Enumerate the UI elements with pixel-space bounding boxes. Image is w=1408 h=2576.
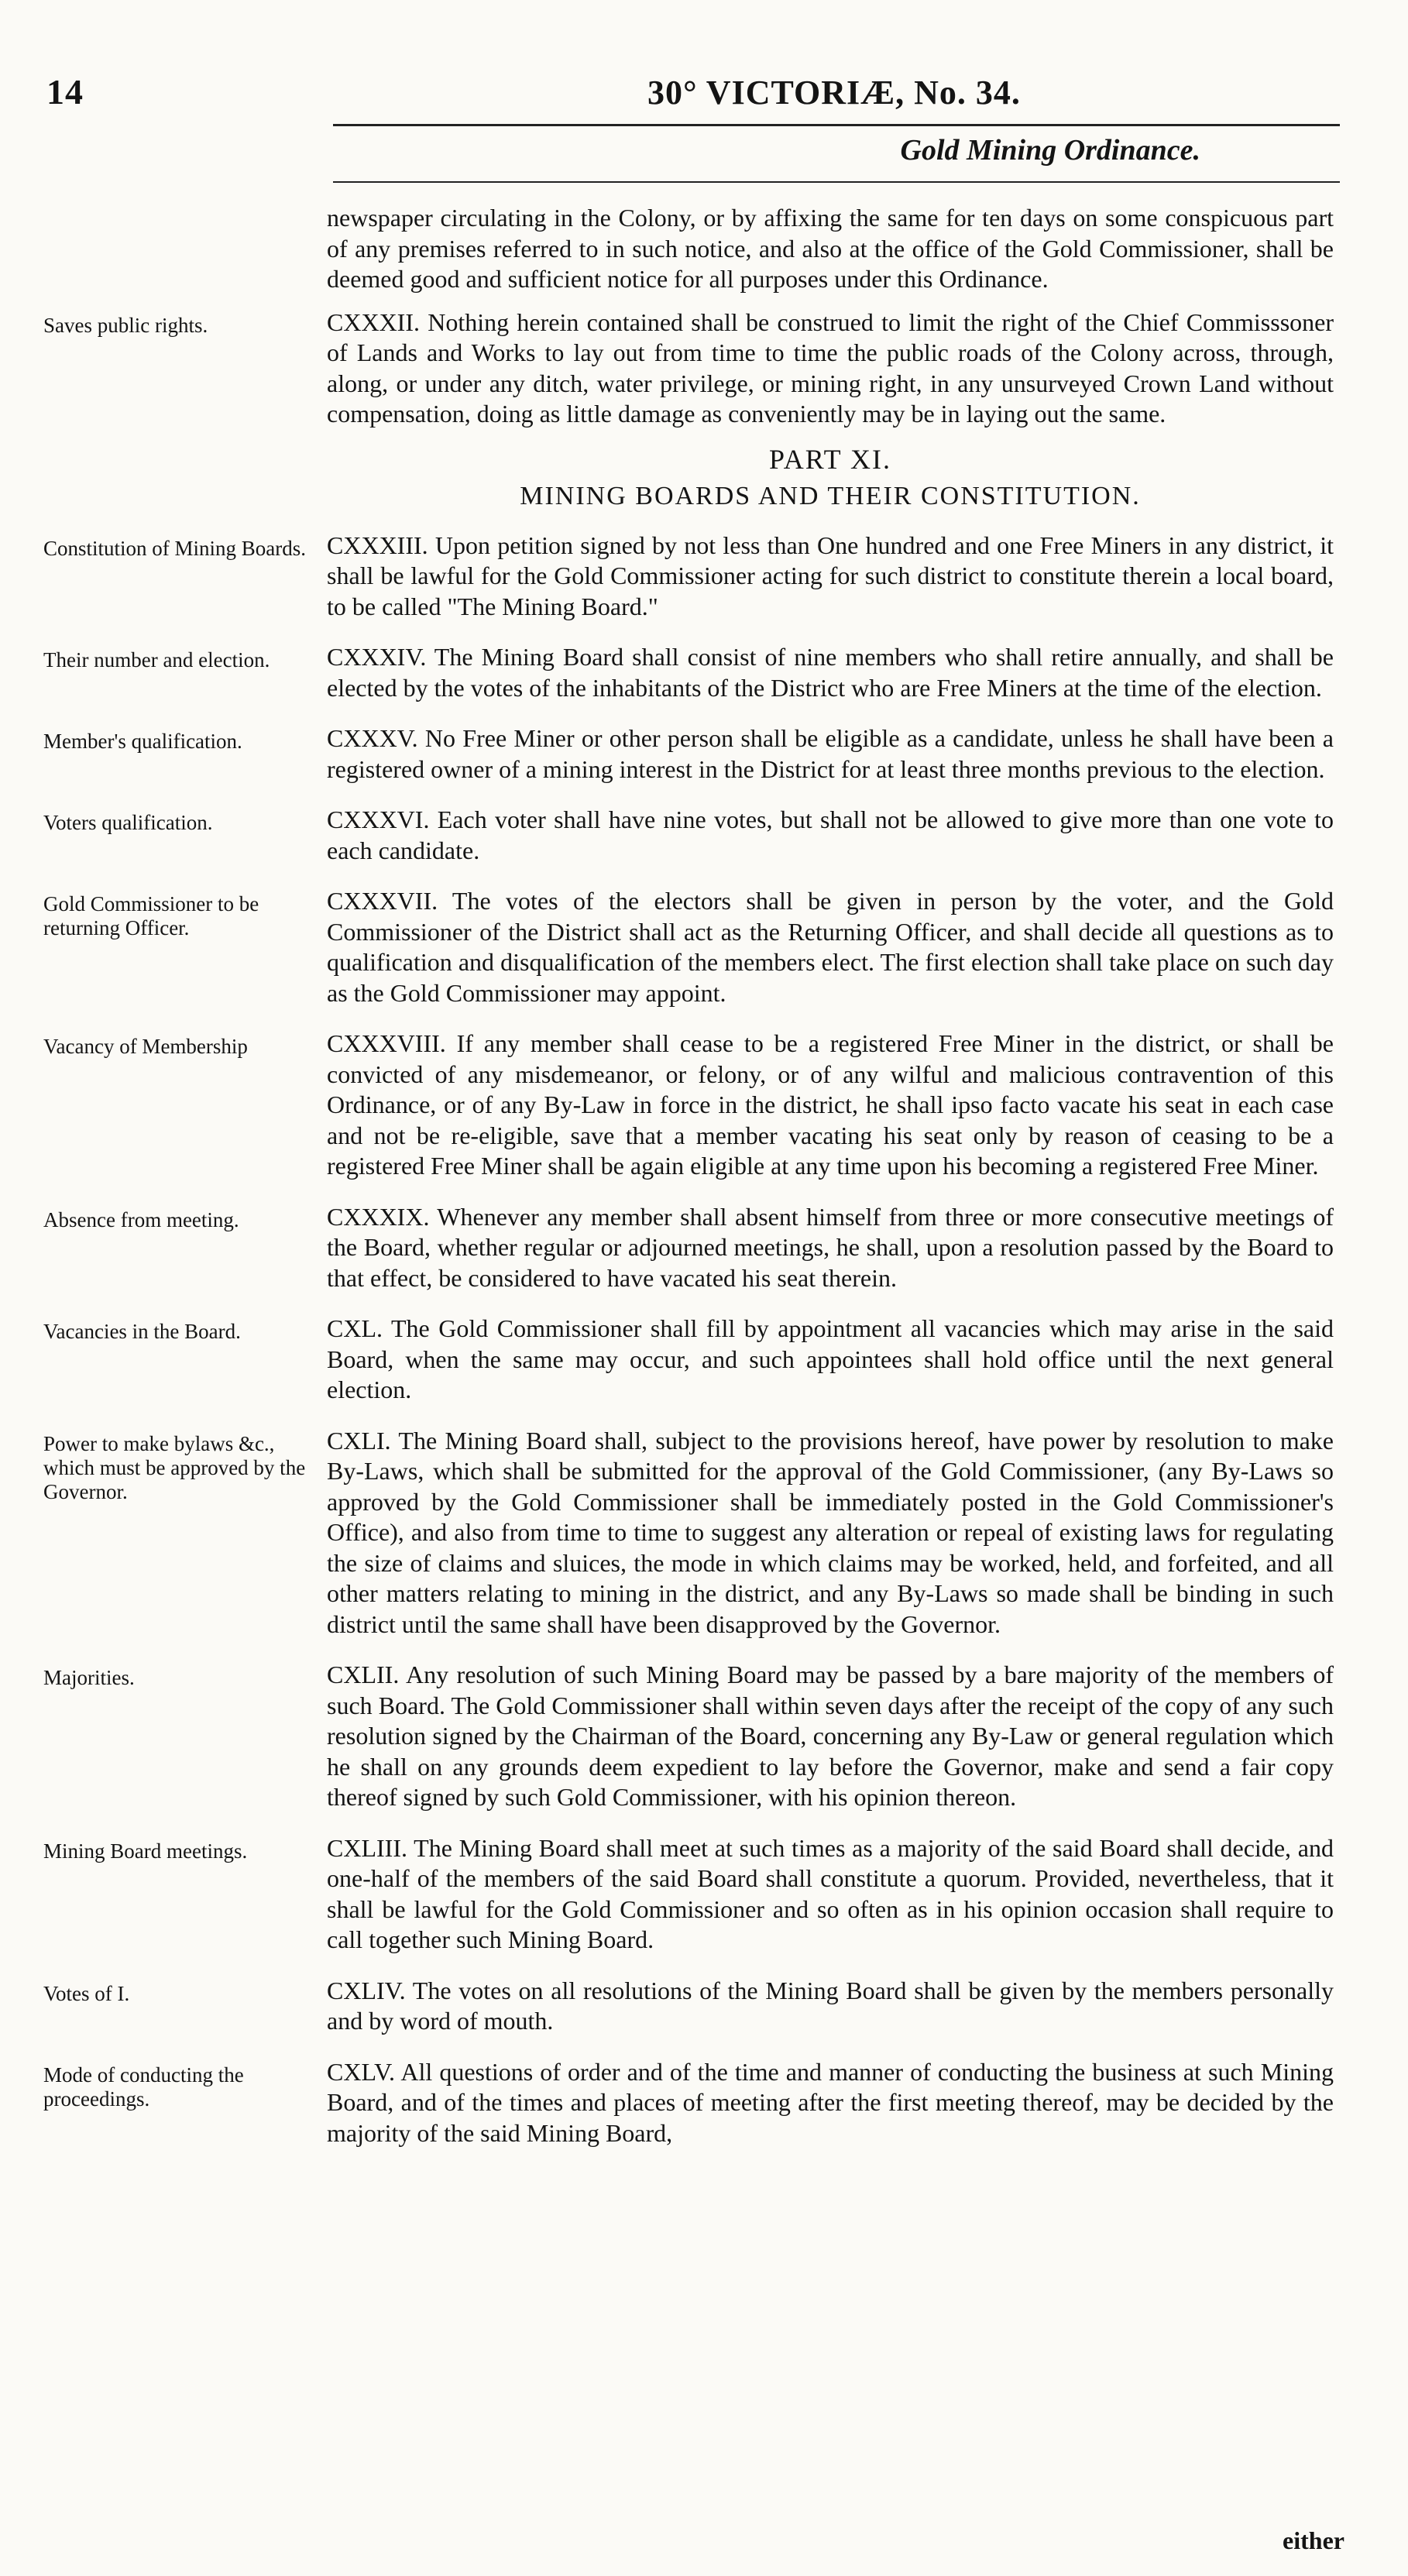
section-cxxxiv bbox=[43, 642, 1344, 703]
margin-note-empty bbox=[43, 203, 327, 295]
section-text: CXL. The Gold Commissioner shall fill by appointment all vacancies which may arise in the said Board, when the same may occur, and such appointees shall hold office until the next general election. bbox=[327, 1314, 1334, 1403]
margin-note: Constitution of Mining Boards. bbox=[43, 536, 307, 560]
margin-note: Power to make bylaws &c., which must be approved by the Governor. bbox=[43, 1431, 306, 1503]
part-heading-block bbox=[327, 442, 1334, 513]
margin-note: Vacancies in the Board. bbox=[43, 1320, 241, 1343]
section-cxxxv bbox=[43, 723, 1344, 785]
page-number: 14 bbox=[46, 72, 84, 112]
ordinance-subhead: Gold Mining Ordinance. bbox=[900, 134, 1200, 167]
section-cxliv bbox=[43, 1976, 1344, 2037]
margin-note: Mining Board meetings. bbox=[43, 1839, 248, 1863]
margin-note: Majorities. bbox=[43, 1666, 135, 1689]
part-heading: PART XI. bbox=[769, 443, 891, 475]
margin-note: Vacancy of Membership bbox=[43, 1035, 248, 1058]
header-rule-bottom bbox=[333, 181, 1340, 183]
section-text: CXXXII. Nothing herein contained shall be construed to limit the right of the Chief Commisssoner of Lands and Works to lay out from time to time the public roads of the Colony across, through, along, or under any ditch, water privilege, or mining right, in any unsurveyed Crown Land without compensation, doing as little damage as conveniently may be in laying out the same. bbox=[327, 307, 1334, 428]
section-text: CXLIII. The Mining Board shall meet at such times as a majority of the said Board shall decide, and one-half of the members of the said Board shall constitute a quorum. Provided, nevertheless, that it shall be lawful for the Gold Commissioner and so often as in his opinion occasion shall require to call together such Mining Board. bbox=[327, 1833, 1334, 1953]
section-cxxxvi bbox=[43, 805, 1344, 866]
section-cxliii bbox=[43, 1833, 1344, 1956]
margin-note: Voters qualification. bbox=[43, 811, 213, 834]
catchword: either bbox=[1283, 2526, 1344, 2554]
section-cxli bbox=[43, 1426, 1344, 1640]
continuation-paragraph bbox=[43, 203, 1344, 295]
document-body bbox=[43, 203, 1344, 2169]
margin-note: Their number and election. bbox=[43, 648, 270, 671]
margin-note: Saves public rights. bbox=[43, 313, 208, 337]
running-head: 30° VICTORIÆ, No. 34. bbox=[647, 74, 1021, 112]
margin-note: Votes of I. bbox=[43, 1981, 130, 2005]
section-text: CXXXVIII. If any member shall cease to be a registered Free Miner in the district, or shall be convicted of any misdemeanor, or felony, or of any wilful and malicious contravention of this Ordinance, or of any By-Law in force in the district, he shall ipso facto vacate his seat in each case and not be re-eligible, save that a member vacating his seat only by reason of ceasing to be a registered Free Miner shall be again eligible at any time upon his becoming a registered Free Miner. bbox=[327, 1029, 1334, 1180]
section-text: CXXXVII. The votes of the electors shall be given in person by the voter, and the Gold Commissioner of the District shall act as the Returning Officer, and shall decide all questions as to qualification and disqualification of the members elect. The first election shall take place on such day as the Gold Commissioner may appoint. bbox=[327, 887, 1334, 1007]
section-cxxxii bbox=[43, 307, 1344, 430]
section-text: CXXXV. No Free Miner or other person shall be eligible as a candidate, unless he shall have been a registered owner of a mining interest in the District for at least three months previous to the election. bbox=[327, 724, 1334, 783]
section-cxxxix bbox=[43, 1202, 1344, 1294]
page-header bbox=[43, 71, 1344, 121]
section-heading: MINING BOARDS AND THEIR CONSTITUTION. bbox=[520, 481, 1141, 510]
section-text: CXLV. All questions of order and of the time and manner of conducting the business at such Mining Board, and of the times and places of meeting after the first meeting thereof, may be decided by the majority of the said Mining Board, bbox=[327, 2057, 1334, 2147]
section-text: CXLII. Any resolution of such Mining Board may be passed by a bare majority of the members of such Board. The Gold Commissioner shall within seven days after the receipt of the copy of any such resolution signed by the Chairman of the Board, concerning any By-Law or general regulation which he shall on any grounds deem expedient to lay before the Governor, make and send a fair copy thereof signed by such Gold Commissioner, with his opinion thereon. bbox=[327, 1661, 1334, 1811]
section-cxlii bbox=[43, 1660, 1344, 1813]
header-rule-top bbox=[333, 124, 1340, 126]
section-text: CXLIV. The votes on all resolutions of the Mining Board shall be given by the members personally and by word of mouth. bbox=[327, 1976, 1334, 2035]
margin-note: Gold Commissioner to be returning Officer. bbox=[43, 892, 259, 939]
section-text: CXXXIX. Whenever any member shall absent himself from three or more consecutive meetings of the Board, whether regular or adjourned meetings, he shall, upon a resolution passed by the Board to that effect, be considered to have vacated his seat therein. bbox=[327, 1202, 1334, 1292]
section-text: CXXXIII. Upon petition signed by not less than One hundred and one Free Miners in any district, it shall be lawful for the Gold Commissioner acting for such district to constitute therein a local board, to be called "The Mining Board." bbox=[327, 531, 1334, 620]
section-cxl bbox=[43, 1314, 1344, 1406]
continuation-text: newspaper circulating in the Colony, or by affixing the same for ten days on some conspicuous part of any premises referred to in such notice, and also at the office of the Gold Commissioner, shall be deemed good and sufficient notice for all purposes under this Ordinance. bbox=[327, 204, 1334, 293]
margin-note: Mode of conducting the proceedings. bbox=[43, 2063, 244, 2111]
section-text: CXLI. The Mining Board shall, subject to the provisions hereof, have power by resolution to make By-Laws, which shall be submitted for the approval of the Gold Commissioner, (any By-Laws so approved by the Gold Commissioner shall be immediately posted in the Gold Commissioner's Office), and also from time to time to suggest any alteration or repeal of existing laws for regulating the size of claims and sluices, the mode in which claims may be worked, held, and forfeited, and all other matters relating to mining in the district, and any By-Laws so made shall be binding in such district until the same shall have been disapproved by the Governor. bbox=[327, 1426, 1334, 1638]
section-cxxxvii bbox=[43, 886, 1344, 1008]
section-cxlv bbox=[43, 2057, 1344, 2149]
section-text: CXXXIV. The Mining Board shall consist of nine members who shall retire annually, and shall be elected by the votes of the inhabitants of the District who are Free Miners at the time of the election. bbox=[327, 643, 1334, 702]
margin-note: Absence from meeting. bbox=[43, 1207, 239, 1231]
margin-note: Member's qualification. bbox=[43, 730, 242, 753]
section-cxxxiii bbox=[43, 531, 1344, 623]
section-cxxxviii bbox=[43, 1029, 1344, 1182]
section-text: CXXXVI. Each voter shall have nine votes, but shall not be allowed to give more than one vote to each candidate. bbox=[327, 805, 1334, 864]
